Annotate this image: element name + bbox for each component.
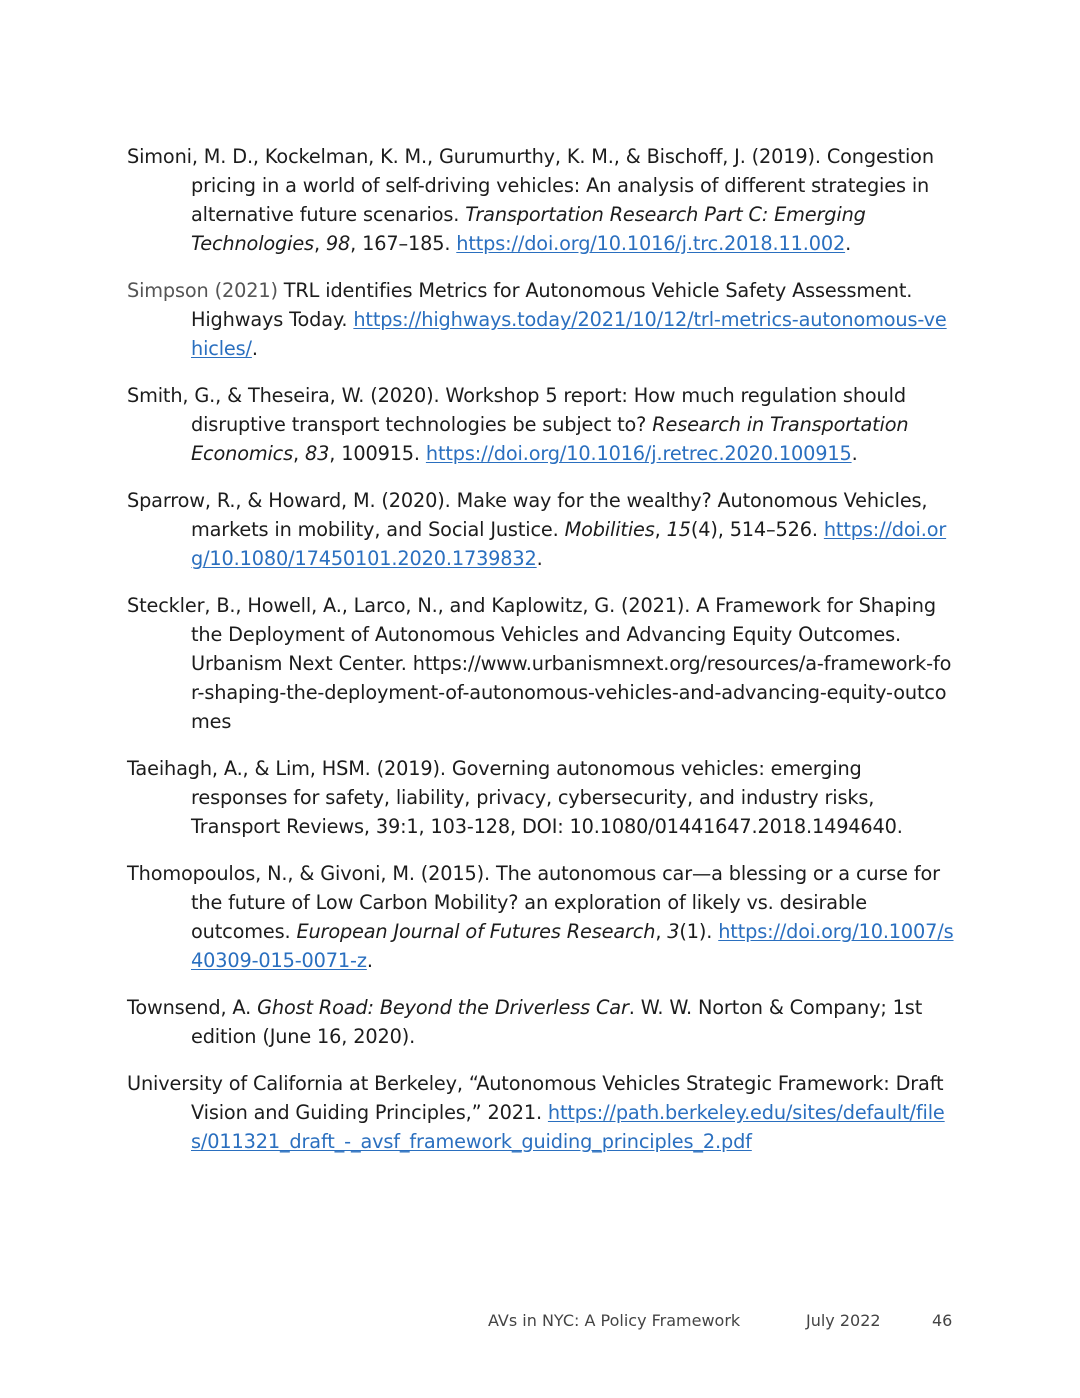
journal-volume: 15 <box>666 518 691 541</box>
reference-text: Sparrow, R., & Howard, M. (2020). Make way for the wealthy? Autonomous Vehicles, markets in mobility, and Social Justice. <box>127 489 928 541</box>
footer-title: AVs in NYC: A Policy Framework <box>488 1311 741 1330</box>
journal-volume: 83 <box>305 442 330 465</box>
separator: , <box>655 920 668 943</box>
journal-title: European Journal of Futures Research <box>296 920 656 943</box>
reference-townsend <box>127 993 955 1051</box>
reference-sparrow <box>127 486 955 573</box>
reference-pages: (4), 514–526. <box>690 518 824 541</box>
end-punct: . <box>536 547 543 570</box>
doi-link[interactable]: https://doi.org/10.1016/j.retrec.2020.100915 <box>425 442 852 465</box>
reference-steckler <box>127 591 955 736</box>
reference-text: Smith, G., & Theseira, W. (2020). Workshop 5 report: How much regulation should disruptive transport technologies be subject to? <box>127 384 906 436</box>
reference-text: Taeihagh, A., & Lim, HSM. (2019). Governing autonomous vehicles: emerging responses for safety, liability, privacy, cybersecurity, and industry risks, Transport Reviews, 39:1, 103-128, DOI: 10.1080/01441647.2018.1494640. <box>127 757 903 838</box>
doi-link[interactable]: https://doi.org/10.1080/17450101.2020.1739832 <box>191 518 947 570</box>
reference-list <box>127 142 955 1174</box>
reference-text: Thomopoulos, N., & Givoni, M. (2015). The autonomous car—a blessing or a curse for the future of Low Carbon Mobility? an exploration of likely vs. desirable outcomes. <box>127 862 940 943</box>
footer-date: July 2022 <box>806 1311 881 1330</box>
end-punct: . <box>851 442 858 465</box>
separator: , <box>654 518 667 541</box>
reference-text: Steckler, B., Howell, A., Larco, N., and Kaplowitz, G. (2021). A Framework for Shaping the Deployment of Autonomous Vehicles and Advancing Equity Outcomes. Urbanism Next Center. <box>127 594 936 675</box>
reference-publisher: . W. W. Norton & Company; 1st edition (June 16, 2020). <box>191 996 923 1048</box>
reference-simoni <box>127 142 955 258</box>
page-number: 46 <box>932 1311 953 1330</box>
reference-pages: , 167–185. <box>350 232 457 255</box>
reference-pages: (1). <box>679 920 719 943</box>
end-punct: . <box>251 337 258 360</box>
reference-author: Simpson (2021) <box>127 279 278 302</box>
end-punct: . <box>845 232 852 255</box>
reference-pages: , 100915. <box>329 442 426 465</box>
journal-volume: 3 <box>667 920 680 943</box>
reference-text: University of California at Berkeley, “Autonomous Vehicles Strategic Framework: Draft Vision and Guiding Principles,” 2021. <box>127 1072 944 1124</box>
plain-url: https://www.urbanismnext.org/resources/a-framework-for-shaping-the-deployment-of-autonomous-vehicles-and-advancing-equity-outcomes <box>191 652 952 733</box>
reference-text: Simoni, M. D., Kockelman, K. M., Gurumurthy, K. M., & Bischoff, J. (2019). Congestion pricing in a world of self-driving vehicles: An analysis of different strategies in alternative future scenarios. <box>127 145 934 226</box>
reference-berkeley <box>127 1069 955 1156</box>
journal-volume: 98 <box>325 232 351 255</box>
web-link[interactable]: https://highways.today/2021/10/12/trl-metrics-autonomous-vehicles/ <box>191 308 947 360</box>
pdf-link[interactable]: https://path.berkeley.edu/sites/default/files/011321_draft_-_avsf_framework_guiding_principles_2.pdf <box>191 1101 945 1153</box>
journal-title: Transportation Research Part C: Emerging Technologies <box>191 203 866 255</box>
book-title: Ghost Road: Beyond the Driverless Car <box>257 996 629 1019</box>
doi-link[interactable]: https://doi.org/10.1007/s40309-015-0071-z <box>191 920 954 972</box>
reference-simpson <box>127 276 955 363</box>
reference-taeihagh <box>127 754 955 841</box>
separator: , <box>293 442 306 465</box>
reference-text: Townsend, A. <box>127 996 258 1019</box>
reference-thomopoulos <box>127 859 955 975</box>
separator: , <box>313 232 326 255</box>
reference-text: TRL identifies Metrics for Autonomous Vehicle Safety Assessment. Highways Today. <box>191 279 913 331</box>
doi-link[interactable]: https://doi.org/10.1016/j.trc.2018.11.002 <box>456 232 846 255</box>
reference-smith <box>127 381 955 468</box>
end-punct: . <box>366 949 373 972</box>
journal-title: Mobilities <box>564 518 655 541</box>
journal-title: Research in Transportation Economics <box>191 413 909 465</box>
